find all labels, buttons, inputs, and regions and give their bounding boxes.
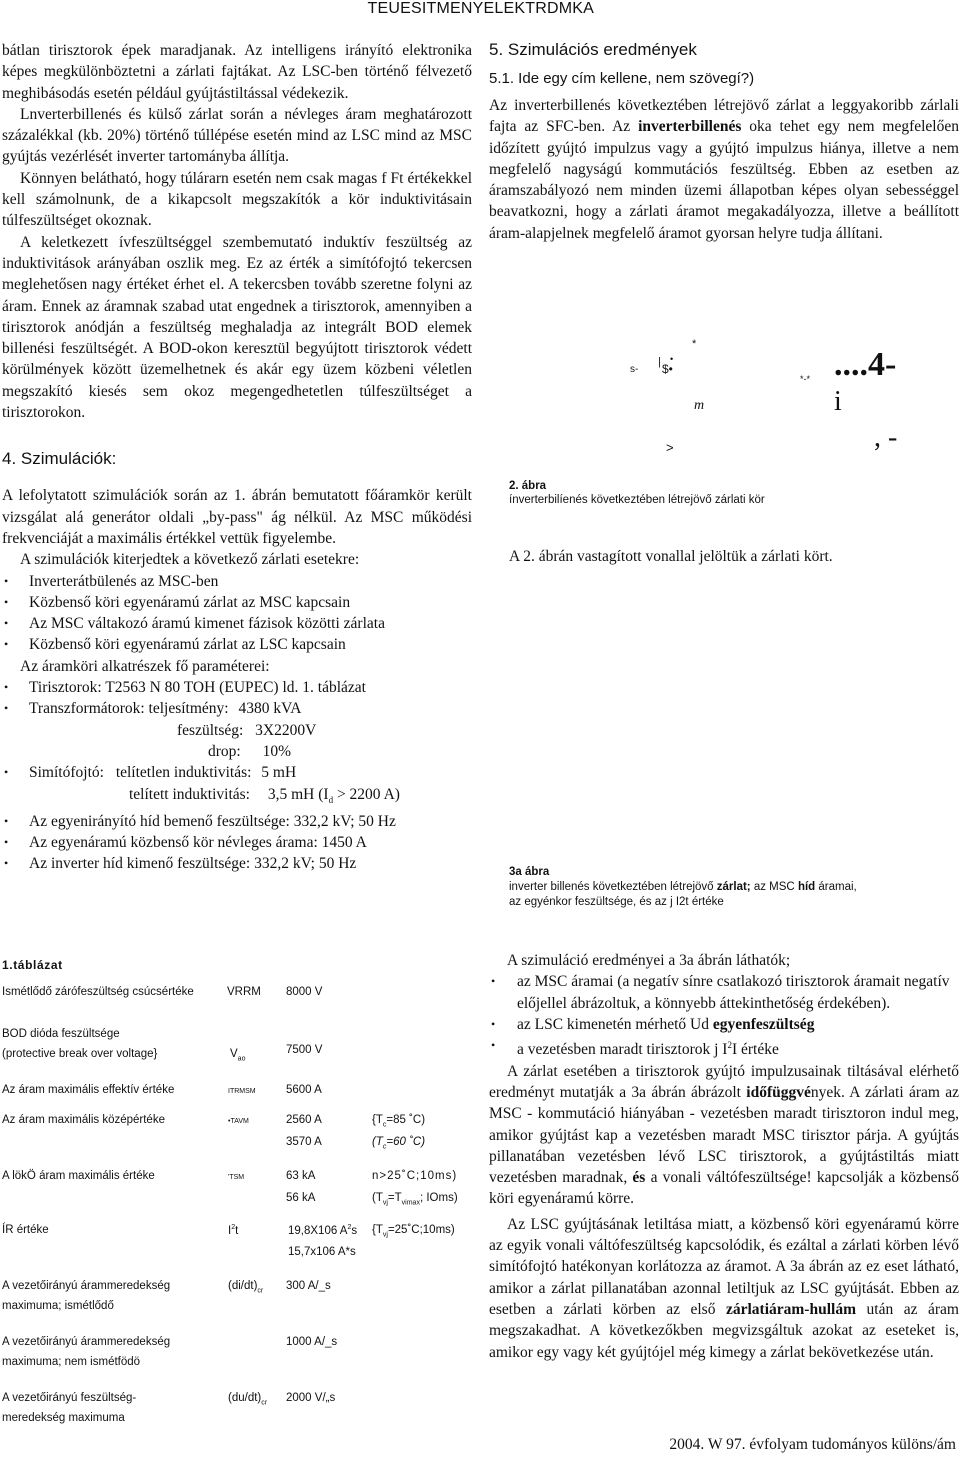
table-row bbox=[2, 986, 482, 1028]
transformer-voltage: 3X2200V bbox=[255, 721, 317, 739]
table-row bbox=[2, 1084, 482, 1114]
choke-unsat-value: 5 mH bbox=[261, 764, 297, 782]
param-condition: n>25˚C;10ms) bbox=[372, 1170, 458, 1182]
param-value-2: 56 kA bbox=[286, 1192, 316, 1204]
section-4-title: 4. Szimulációk: bbox=[2, 449, 117, 469]
diagram-glyph: • bbox=[670, 354, 674, 364]
diagram-glyph: * bbox=[692, 338, 697, 350]
param-name: A vezetőirányú árammeredekség bbox=[2, 1336, 171, 1348]
table-row bbox=[2, 1224, 482, 1280]
figure-2-note: A 2. ábrán vastagított vonallal jelöltük a zárlati kört. bbox=[509, 548, 833, 565]
param-value: 2000 V/„s bbox=[286, 1392, 336, 1404]
param-value: 8000 V bbox=[286, 986, 323, 998]
diagram-glyph: $• bbox=[662, 362, 673, 376]
param-value: 1000 A/_s bbox=[286, 1336, 338, 1348]
figure-2-diagram bbox=[500, 330, 960, 470]
list-item: • Inverterátbülenés az MSC-ben bbox=[2, 571, 472, 592]
param-value: 300 A/_s bbox=[286, 1280, 331, 1292]
table-row bbox=[2, 1392, 482, 1432]
param-symbol: ITRMSM bbox=[228, 1088, 256, 1095]
choke-label: Simítófojtó: bbox=[29, 764, 104, 782]
list-item: • a vezetésben maradt tirisztorok j $I^2I$ értéke bbox=[489, 1035, 959, 1060]
list-item: • Közbenső köri egyenáramú zárlat az LSC kapcsain bbox=[2, 634, 472, 655]
results-section bbox=[489, 950, 959, 1363]
case-list bbox=[2, 571, 472, 656]
param-name-line2: maximuma; ismétlődő bbox=[2, 1300, 114, 1312]
param-name: A vezetőirányú feszültség- bbox=[2, 1392, 137, 1404]
param-symbol: $I^2t$ bbox=[228, 1224, 239, 1237]
choke-list bbox=[2, 762, 472, 783]
param-value: 63 kA bbox=[286, 1170, 316, 1182]
more-params-list bbox=[2, 811, 472, 875]
param-condition-2: ($T_{vj}=T_{vimax}$; IOms) bbox=[372, 1192, 458, 1207]
param-name-line2: (protective break over voltage} bbox=[2, 1048, 158, 1060]
figure-3a-caption bbox=[509, 866, 949, 908]
params-intro: Az áramköri alkatrészek fő paraméterei: bbox=[20, 657, 270, 675]
results-intro: A szimuláció eredményei a 3a ábrán láthatók; bbox=[507, 952, 791, 969]
param-symbol: $V_{ao}$ bbox=[230, 1048, 246, 1063]
list-item: • Az egyenirányító híd bemenő feszültsége: 332,2 kV; 50 Hz bbox=[2, 811, 472, 832]
figure-2-caption-text: ínverterbilíenés következtében létrejövő zárlati kör bbox=[509, 494, 765, 506]
figure-2-caption bbox=[509, 480, 949, 506]
table-row bbox=[2, 1170, 482, 1224]
transformer-label: Transzformátorok: teljesítmény: bbox=[29, 700, 229, 718]
param-symbol: VRRM bbox=[227, 986, 261, 998]
intro-paragraph: A keletkezett ívfeszültséggel szembemutató induktív feszültség az induktivitások arányában oszlik meg. Ez az érték a simítófojtó tekercsen meglehetősen nagy értéket érhet el. A tekercsben tovább szeretne folyni az áram. Ennek az áramnak szabad utat engednek a tirisztorok, amennyiben a tirisztorok anódján a feszültség meghaladja az integrált BOD elemek billenési feszültségét. A BOD-okon keresztül begyújtott tirisztorok védett körülmények között üzemelhetnek és akár egy üzem közbeni véletlen megszakító kiesés sem okoz megengedhetetlen túlfeszültséget a tirisztorokon. bbox=[2, 233, 472, 422]
diagram-glyph: m bbox=[694, 398, 705, 413]
param-symbol: 'TSM bbox=[228, 1174, 245, 1181]
param-name: A vezetőirányú árammeredekség bbox=[2, 1280, 171, 1292]
param-symbol: •TAVM bbox=[228, 1118, 249, 1125]
list-item bbox=[2, 762, 472, 783]
right-column bbox=[489, 40, 959, 244]
page-footer: 2004. W 97. évfolyam tudományos különs/ám bbox=[669, 1436, 956, 1453]
param-name: ÍR értéke bbox=[2, 1224, 49, 1236]
choke-sat-row bbox=[129, 784, 472, 811]
intro-paragraph: Könnyen belátható, hogy túlárarn esetén nem csak magas f Ft értékekkel kell számolnunk, de a kikapcsolt megszakítók a kör induktivitásain túlfeszültséget okoznak. bbox=[2, 169, 472, 230]
param-value-2: 3570 A bbox=[286, 1136, 322, 1148]
diagram-glyph: | bbox=[658, 356, 661, 368]
section-4-paragraph: A lefolytatott szimulációk során az 1. ábrán bemutatott főáramkör került vizsgálat alá generátor oldali „by-pass" ág nélkül. Az MSC működési frekvenciáját a maximális értékkel vettük figyelembe. bbox=[2, 487, 472, 547]
param-value: 19,8X106 $A^2s$ bbox=[288, 1224, 358, 1237]
section-4-paragraph: A szimulációk kiterjedtek a következő zárlati esetekre: bbox=[20, 551, 360, 569]
param-symbol: $(du/dt)_{cr}$ bbox=[228, 1392, 268, 1407]
diagram-glyph: i bbox=[834, 386, 842, 417]
param-symbol: $(di/dt)_{cr}$ bbox=[228, 1280, 264, 1295]
params-list bbox=[2, 677, 472, 720]
choke-sat-label: telített induktivitás: bbox=[129, 785, 250, 803]
running-header: TEUESITMENYELEKTRDMKA bbox=[367, 0, 594, 17]
list-item: • Közbenső köri egyenáramú zárlat az MSC kapcsain bbox=[2, 592, 472, 613]
list-item: • Tirisztorok: T2563 N 80 TOH (EUPEC) ld. 1. táblázat bbox=[2, 677, 472, 698]
param-condition: $\{T_{vj}=25˚C;10ms)$ bbox=[372, 1224, 455, 1239]
transformer-drop-row bbox=[208, 741, 472, 762]
table-title: 1.táblázat bbox=[2, 958, 63, 972]
list-item: • Az egyenáramú közbenső kör névleges árama: 1450 A bbox=[2, 832, 472, 853]
param-value: 2560 A bbox=[286, 1114, 322, 1126]
thyristor-parameter-table bbox=[2, 958, 482, 1432]
results-paragraph: A zárlat esetében a tirisztorok gyújtó impulzusainak tiltásával elérhető eredményt mutatják a 3a ábrán ábrázolt időfüggvények. A zárlati áram az MSC - kommutáció hiányában - vezetésben maradt tirisztoron indul meg, amikor gyújtást kap a vezetésben maradt MSC tirisztor párja. A gyújtás pillanatában vezetésben lévő LSC tirisztorok, a gyújtástiltás miatt vezetésben maradnak, és a vonali váltófeszültsége! kapcsolják a közbenső köri egyenáramú körre. bbox=[489, 1062, 960, 1208]
section-5-title: 5. Szimulációs eredmények bbox=[489, 40, 697, 59]
list-item: • Az inverter híd kimenő feszültsége: 332,2 kV; 50 Hz bbox=[2, 853, 472, 874]
choke-unsat-label: telítetlen induktivitás: bbox=[115, 764, 252, 782]
transformer-voltage-label: feszültség: bbox=[177, 721, 244, 739]
table-row bbox=[2, 1114, 482, 1170]
transformer-voltage-row bbox=[177, 720, 472, 741]
figure-3a-caption-text: inverter billenés következtében létrejövő zárlat; az MSC híd áramai, bbox=[509, 881, 857, 893]
section-5-paragraph: Az inverterbillenés következtében létrejövő zárlat a leggyakoribb zárlali fajta az SFC-ben. Az inverterbillenés oka tehet egy nem megfelelően időzített gyújtó impulzus vagy a gyújtó impulzus hiánya, illetve a nem megfelelő nagyságú kommutációs feszültség. Ebben az esetben az áramszabályozó nem minden üzemi állapotban képes olyan sebességgel beavatkozni, hogy a zárlati áramot megakadályozza, illetve a beállított áram-alapjelnek megfelelő áramot gyorsan helyre tudja állítani. bbox=[489, 97, 959, 242]
transformer-drop: 10% bbox=[262, 742, 292, 760]
param-name: Ismétlődő záróf​eszültség csúcsértéke bbox=[2, 986, 194, 998]
table-row bbox=[2, 1336, 482, 1392]
param-value: 5600 A bbox=[286, 1084, 322, 1096]
left-column bbox=[2, 40, 472, 875]
table-row bbox=[2, 1280, 482, 1336]
param-name: A lökÖ áram maximális értéke bbox=[2, 1170, 155, 1182]
param-name-line2: meredekség maximuma bbox=[2, 1412, 125, 1424]
intro-paragraph: Lnverterbillenés és külső zárlat során a névleges áram meghatározott százalékkal (kb. 20%) történő túllépése esetén mind az LSC mind az MSC gyújtás vezérlését inverter tartományba állítja. bbox=[2, 105, 472, 166]
results-paragraph: Az LSC gyújtásának letiltása miatt, a közbenső köri egyenáramú körre az egyik vonali váltófeszültség kapcsolódik, és ezáltal a zárlati körben lévő simítófojtó hatékonyan korlátozza az áramot. A 3a ábrán az ez eset látható, amikor a zárlat pillanatában azonnal letiltjuk az LSC gyújtását. Ebben az esetben a zárlati körben az első zárlatiáram-hullám után az áram megszakadhat. A következőkben megvizsgáltuk azokat az eseteket is, amikor egy vagy két gyújtójel még kimegy a zárlat bekövetkezése után. bbox=[489, 1215, 959, 1361]
section-5-1-title: 5.1. Ide egy cím kellene, nem szövegí?) bbox=[489, 70, 755, 87]
param-condition-2: ($T_c=60$ ˚C) bbox=[372, 1136, 426, 1151]
figure-3a-title: 3a ábra bbox=[509, 866, 550, 878]
diagram-glyph: > bbox=[666, 440, 674, 455]
transformer-power: 4380 kVA bbox=[238, 700, 302, 718]
param-name: BOD dióda feszültsége bbox=[2, 1028, 120, 1040]
choke-sat-value: 3,5 mH ($I_d > 2200$ A) bbox=[267, 785, 400, 805]
list-item bbox=[2, 698, 472, 719]
table-row bbox=[2, 1028, 482, 1084]
results-list bbox=[489, 971, 959, 1060]
figure-3a-caption-line2: az egyénkor feszültsége, és az j I2t értéke bbox=[509, 896, 724, 908]
intro-paragraph: bátlan tirisztorok épek maradjanak. Az intelligens irányító elektronika képes megkülönböztetni a zárlati fajtákat. Az LSC-ben történő félvezető meghibásodás esetén például gyújtástiltással védekezik. bbox=[2, 42, 472, 102]
diagram-glyph: ....4- bbox=[834, 346, 897, 383]
diagram-glyph: *-* bbox=[800, 374, 811, 384]
param-name: Az áram maximális effektív értéke bbox=[2, 1084, 175, 1096]
list-item: • az MSC áramai (a negatív sínre csatlakozó tirisztorok áramait negatív előjellel ábrázoltuk, a könnyebb áttekinthetőség érdekében). bbox=[489, 971, 959, 1014]
figure-2-title: 2. ábra bbox=[509, 480, 547, 492]
param-value: 7500 V bbox=[286, 1044, 323, 1056]
param-condition: {$T_c=85$ ˚C) bbox=[372, 1114, 426, 1129]
diagram-glyph: s- bbox=[630, 364, 639, 375]
list-item: • Az MSC váltakozó áramú kimenet fázisok közötti zárlata bbox=[2, 613, 472, 634]
param-name-line2: maximuma; nem ismétfödö bbox=[2, 1356, 141, 1368]
diagram-glyph: , - bbox=[874, 422, 898, 453]
transformer-drop-label: drop: bbox=[208, 742, 241, 760]
param-value-2: 15,7x106 A*s bbox=[288, 1246, 356, 1258]
param-name: Az áram maximális középértéke bbox=[2, 1114, 165, 1126]
list-item: • az LSC kimenetén mérhető Ud egyenfeszültség bbox=[489, 1014, 959, 1035]
